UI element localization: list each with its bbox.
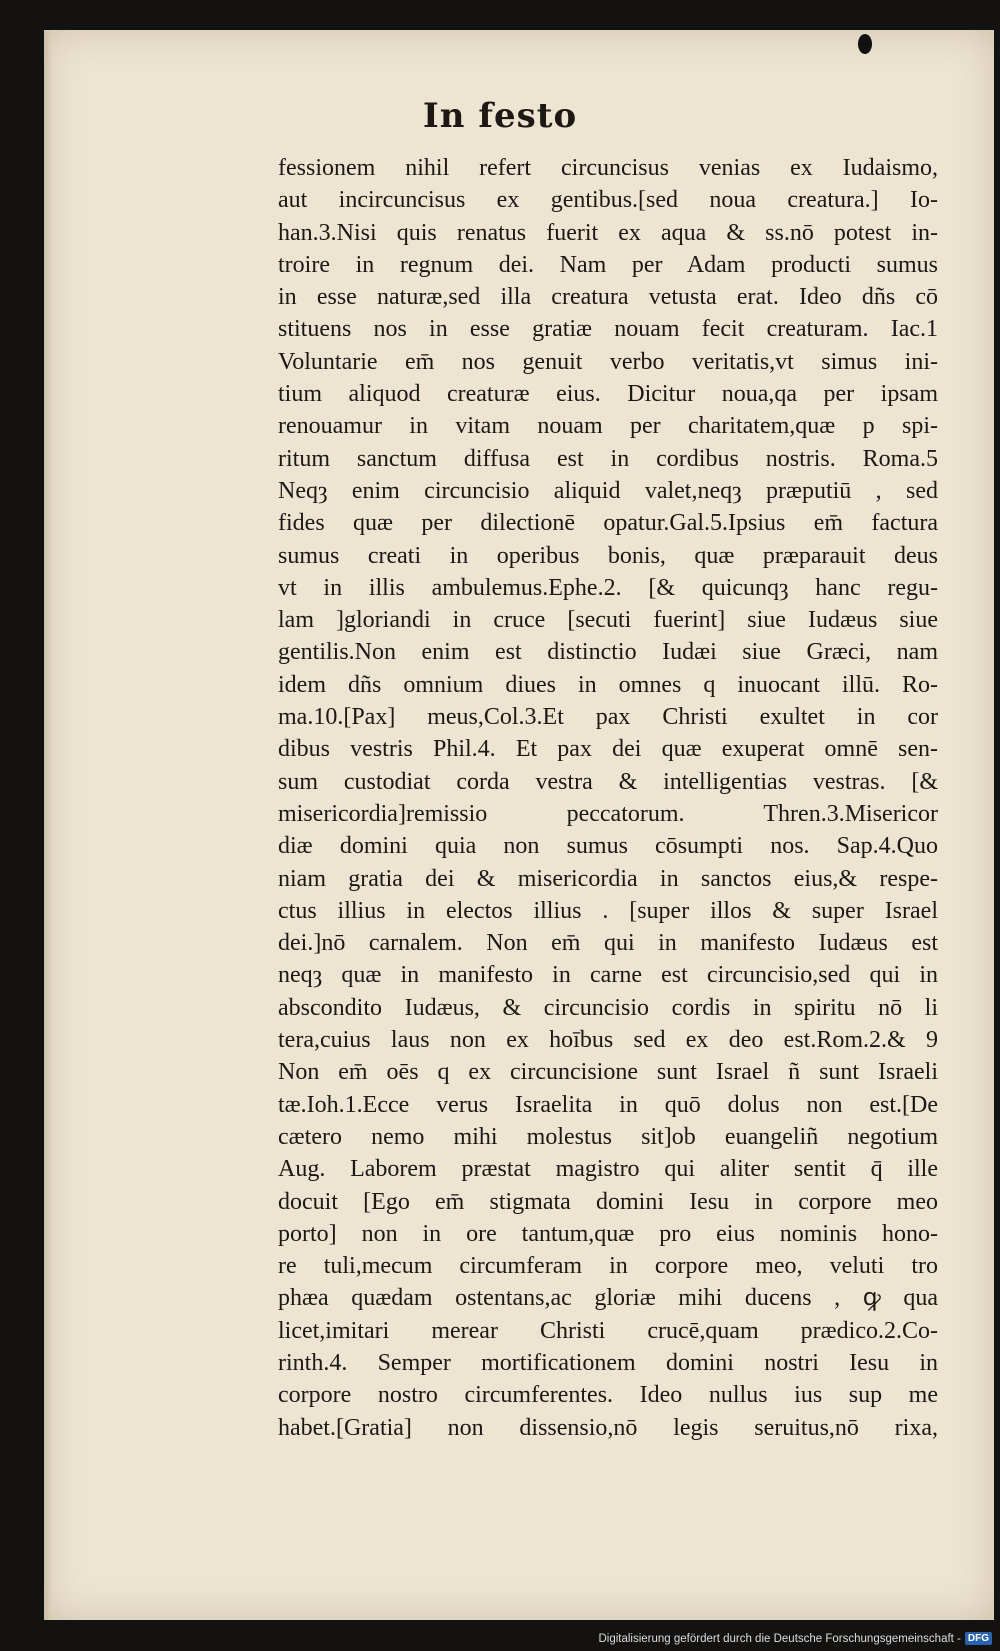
text-line: sumus creati in operibus bonis, quæ præparauit deus xyxy=(278,542,938,569)
text-line: porto] non in ore tantum,quæ pro eius nominis hono- xyxy=(278,1220,938,1247)
dfg-logo: DFG xyxy=(965,1632,992,1645)
text-line: fessionem nihil refert circuncisus venias ex Iudaismo, xyxy=(278,155,938,181)
text-line: gentilis.Non enim est distinctio Iudæi siue Græci, nam xyxy=(278,639,938,666)
text-line: phæa quædam ostentans,ac gloriæ mihi ducens , ꝙ qua xyxy=(278,1285,938,1312)
text-line: abscondito Iudæus, & circuncisio cordis in spiritu nō li xyxy=(278,994,938,1021)
text-line: niam gratia dei & misericordia in sanctos eius,& respe- xyxy=(278,865,938,892)
digitization-footer xyxy=(598,1632,992,1645)
text-line: ritum sanctum diffusa est in cordibus nostris. Roma.5 xyxy=(278,445,938,472)
text-line: dei.]nō carnalem. Non em̄ qui in manifesto Iudæus est xyxy=(278,930,938,957)
text-line: neqȝ quæ in manifesto in carne est circuncisio,sed qui in xyxy=(278,962,938,989)
text-line: renouamur in vitam nouam per charitatem,quæ p spi- xyxy=(278,413,938,440)
text-line: stituens nos in esse gratiæ nouam fecit creaturam. Iac.1 xyxy=(278,316,938,343)
text-line: han.3.Nisi quis renatus fuerit ex aqua & ss.nō potest in- xyxy=(278,219,938,246)
text-line: ma.10.[Pax] meus,Col.3.Et pax Christi exultet in cor xyxy=(278,704,938,731)
text-line: Neqȝ enim circuncisio aliquid valet,neqȝ præputiū , sed xyxy=(278,477,938,504)
text-line: in esse naturæ,sed illa creatura vetusta erat. Ideo dñs cō xyxy=(278,284,938,311)
text-line: troire in regnum dei. Nam per Adam producti sumus xyxy=(278,251,938,278)
text-line: Voluntarie em̄ nos genuit verbo veritatis,vt simus ini- xyxy=(278,348,938,375)
text-line: tera,cuius laus non ex hoībus sed ex deo est.Rom.2.& 9 xyxy=(278,1027,938,1054)
text-line: docuit [Ego em̄ stigmata domini Iesu in corpore meo xyxy=(278,1188,938,1215)
running-head: In festo xyxy=(422,96,578,136)
text-line: idem dñs omnium diues in omnes q inuocant illū. Ro- xyxy=(278,671,938,698)
text-line: diæ domini quia non sumus cōsumpti nos. Sap.4.Quo xyxy=(278,833,938,860)
text-line: fides quæ per dilectionē opatur.Gal.5.Ipsius em̄ factura xyxy=(278,510,938,537)
text-line: lam ]gloriandi in cruce [secuti fuerint] siue Iudæus siue xyxy=(278,607,938,634)
text-line: Aug. Laborem præstat magistro qui aliter sentit q̄ ille xyxy=(278,1156,938,1183)
footer-credit: Digitalisierung gefördert durch die Deutsche Forschungsgemeinschaft - xyxy=(598,1632,961,1645)
text-line: corpore nostro circumferentes. Ideo nullus ius sup me xyxy=(278,1382,938,1409)
text-line: Non em̄ oēs q ex circuncisione sunt Israel ñ sunt Israeli xyxy=(278,1059,938,1086)
text-line: dibus vestris Phil.4. Et pax dei quæ exuperat omnē sen- xyxy=(278,736,938,763)
text-block xyxy=(278,152,938,1444)
text-line: aut incircuncisus ex gentibus.[sed noua creatura.] Io- xyxy=(278,187,938,214)
text-line: licet,imitari merear Christi crucē,quam prædico.2.Co- xyxy=(278,1317,938,1344)
page-gutter-shadow xyxy=(44,30,52,1620)
text-line: tæ.Ioh.1.Ecce verus Israelita in quō dolus non est.[De xyxy=(278,1091,938,1118)
text-line: rinth.4. Semper mortificationem domini nostri Iesu in xyxy=(278,1349,938,1376)
text-line: tium aliquod creaturæ eius. Dicitur noua,qa per ipsam xyxy=(278,381,938,408)
text-line: habet.[Gratia] non dissensio,nō legis seruitus,nō rixa, xyxy=(278,1414,938,1441)
text-line: cætero nemo mihi molestus sit]ob euangeliñ negotium xyxy=(278,1123,938,1150)
text-line: vt in illis ambulemus.Ephe.2. [& quicunqȝ hanc regu- xyxy=(278,574,938,601)
text-line: sum custodiat corda vestra & intelligentias vestras. [& xyxy=(278,768,938,795)
ink-blot xyxy=(858,34,872,54)
text-line: misericordia]remissio peccatorum. Thren.3.Misericor xyxy=(278,800,938,827)
text-line: ctus illius in electos illius . [super illos & super Israel xyxy=(278,897,938,924)
text-line: re tuli,mecum circumferam in corpore meo, veluti tro xyxy=(278,1253,938,1280)
